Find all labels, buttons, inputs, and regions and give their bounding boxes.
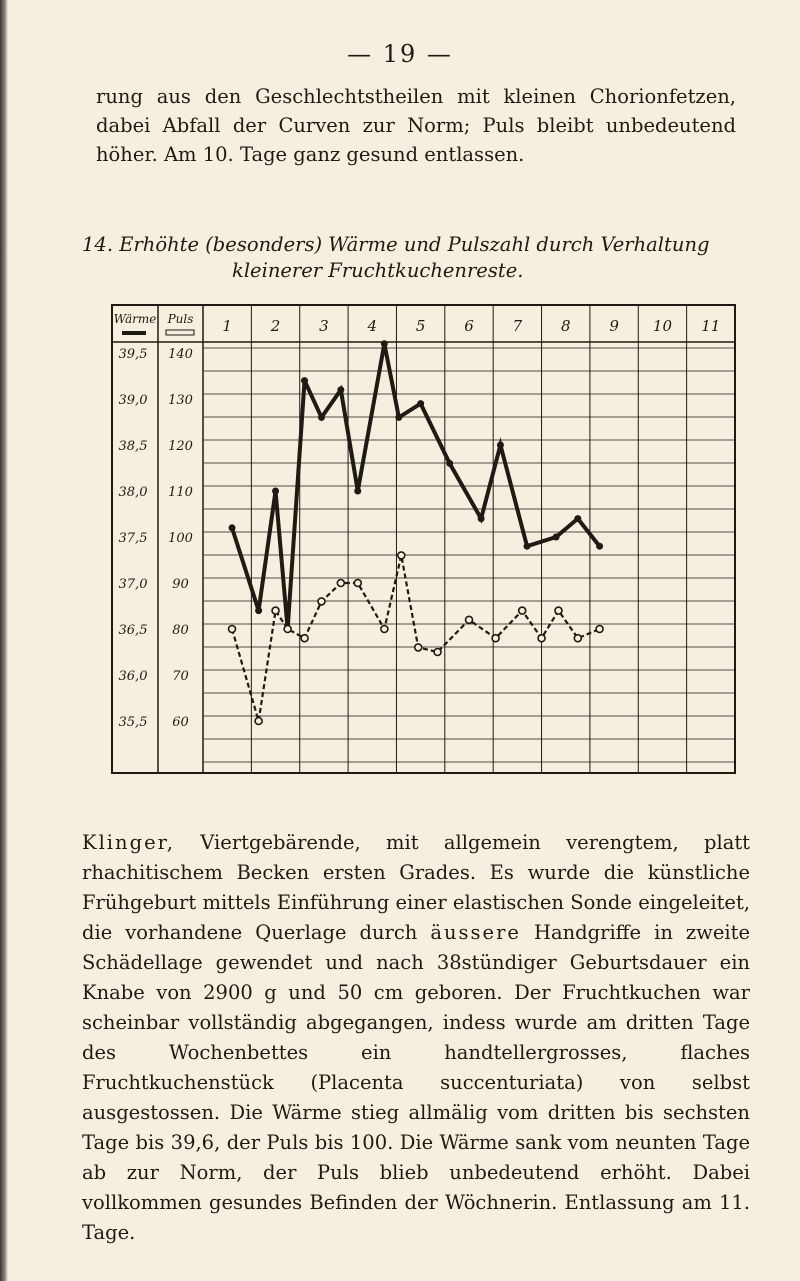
- temperature-point: [524, 543, 531, 550]
- temp-tick-label: 38,5: [118, 439, 148, 454]
- pulse-point: [318, 598, 325, 605]
- pulse-tick-label: 80: [172, 623, 189, 638]
- day-label: 2: [270, 317, 281, 335]
- temp-tick-label: 37,0: [118, 577, 148, 592]
- temp-tick-label: 35,5: [118, 715, 148, 730]
- pulse-point: [398, 552, 405, 559]
- temperature-point: [553, 534, 560, 541]
- caption-line-1: 14. Erhöhte (besonders) Wärme und Pulszahl durch Verhaltung: [82, 233, 710, 256]
- pulse-point: [492, 635, 499, 642]
- pulse-point: [381, 626, 388, 633]
- pulse-point: [301, 635, 308, 642]
- pulse-point: [555, 607, 562, 614]
- temp-tick-label: 37,5: [118, 531, 148, 546]
- day-label: 6: [464, 317, 474, 335]
- case-text-emphasis: äussere: [430, 921, 521, 944]
- pulse-tick-label: 130: [168, 393, 193, 408]
- pulse-point: [596, 626, 603, 633]
- case-paragraph: [82, 828, 750, 1248]
- temperature-point: [596, 543, 603, 550]
- pulse-point: [519, 607, 526, 614]
- day-label: 1: [222, 317, 232, 335]
- temperature-point: [255, 607, 262, 614]
- temperature-point: [301, 377, 308, 384]
- temperature-point: [497, 442, 504, 449]
- temp-tick-label: 39,0: [118, 393, 148, 408]
- pulse-point: [229, 626, 236, 633]
- pulse-tick-label: 110: [168, 485, 193, 500]
- temp-legend-solid: [122, 331, 146, 335]
- pulse-header: Puls: [167, 312, 194, 326]
- day-label: 9: [609, 317, 619, 335]
- day-label: 11: [701, 317, 721, 335]
- day-label: 10: [652, 317, 673, 335]
- temperature-point: [574, 515, 581, 522]
- temperature-point: [446, 460, 453, 467]
- day-label: 3: [319, 317, 329, 335]
- page-number: — 19 —: [347, 40, 453, 68]
- pulse-tick-label: 70: [172, 669, 189, 684]
- temp-header: Wärme: [113, 312, 157, 326]
- pulse-point: [272, 607, 279, 614]
- temperature-point: [395, 414, 402, 421]
- intro-paragraph: rung aus den Geschlechtstheilen mit kleinen Chorionfetzen, dabei Abfall der Curven zur Norm; Puls bleibt unbedeutend höher. Am 10. Tage ganz gesund entlassen.: [96, 85, 736, 166]
- temperature-point: [318, 414, 325, 421]
- day-label: 5: [415, 317, 426, 335]
- temperature-point: [337, 386, 344, 393]
- pulse-tick-label: 120: [168, 439, 193, 454]
- pulse-tick-label: 140: [168, 347, 193, 362]
- pulse-point: [354, 580, 361, 587]
- pulse-tick-label: 100: [168, 531, 193, 546]
- pulse-point: [538, 635, 545, 642]
- temperature-point: [229, 524, 236, 531]
- caption-line-2: kleinerer Fruchtkuchenreste.: [232, 259, 524, 282]
- temp-tick-label: 38,0: [118, 485, 148, 500]
- day-label: 7: [512, 317, 523, 335]
- temperature-point: [478, 515, 485, 522]
- pulse-point: [284, 626, 291, 633]
- pulse-point: [255, 718, 262, 725]
- temperature-point: [381, 340, 388, 347]
- temperature-point: [272, 488, 279, 495]
- case-text-part-1: Viertgebärende, mit allgemein verengtem, platt rhachitischem Becken ersten Grades. Es wurde die künstliche Frühgeburt mittels Einführung einer elastischen Sonde eingeleitet, die vorhandene Querlage durch: [82, 831, 750, 944]
- pulse-tick-label: 90: [172, 577, 189, 592]
- temp-tick-label: 36,0: [118, 669, 148, 684]
- temp-tick-label: 39,5: [118, 347, 148, 362]
- day-label: 8: [560, 317, 571, 335]
- temperature-point: [417, 400, 424, 407]
- pulse-tick-label: 60: [172, 715, 189, 730]
- temp-tick-label: 36,5: [118, 623, 148, 638]
- pulse-point: [415, 644, 422, 651]
- patient-name: Klinger,: [82, 831, 176, 854]
- case-text-part-2: Handgriffe in zweite Schädellage gewendet und nach 38stündiger Geburtsdauer ein Knabe von 2900 g und 50 cm geboren. Der Fruchtkuchen war scheinbar vollständig abgegangen, indess wurde am dritten Tage des Wochenbettes ein handtellergrosses, flaches Fruchtkuchenstück (Placenta succenturiata) von selbst ausgestossen. Die Wärme stieg allmälig vom dritten bis sechsten Tage bis 39,6, der Puls bis 100. Die Wärme sank vom neunten Tage ab zur Norm, der Puls blieb unbedeutend erhöht. Dabei vollkommen gesundes Befinden der Wöchnerin. Entlassung am 11. Tage.: [82, 921, 750, 1244]
- pulse-point: [574, 635, 581, 642]
- pulse-point: [337, 580, 344, 587]
- temperature-point: [354, 488, 361, 495]
- pulse-legend-outline: [166, 330, 194, 335]
- pulse-point: [466, 616, 473, 623]
- pulse-point: [434, 649, 441, 656]
- day-label: 4: [367, 317, 378, 335]
- chart-frame: [112, 305, 735, 773]
